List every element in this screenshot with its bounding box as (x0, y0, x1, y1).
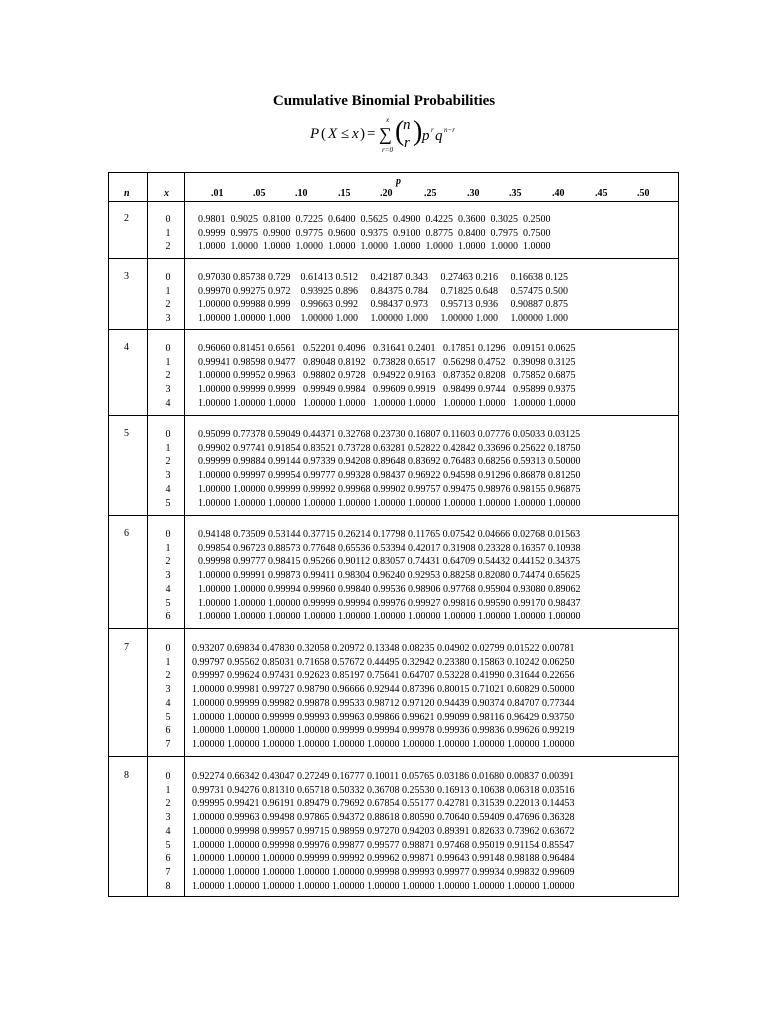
table-row: 0.99998 0.99777 0.98415 0.95266 0.90112 0.83057 0.74431 0.64709 0.54432 0.44152 0.34375 (198, 556, 581, 568)
x-value: 0 (165, 643, 171, 654)
table-row: 1.00000 1.00000 1.0000 1.00000 1.0000 1.00000 1.0000 1.00000 1.0000 1.00000 1.0000 (198, 397, 576, 409)
column-header: .05 (253, 188, 266, 199)
column-header: .01 (211, 188, 224, 199)
x-value: 3 (165, 812, 171, 824)
table-row: 0.9999 0.9975 0.9900 0.9775 0.9600 0.9375 0.9100 0.8775 0.8400 0.7975 0.7500 (198, 227, 551, 239)
x-value: 0 (165, 529, 171, 540)
x-value: 3 (165, 384, 171, 396)
x-value: 1 (165, 784, 171, 796)
table-row: 0.99797 0.95562 0.85031 0.71658 0.57672 0.44495 0.32942 0.23380 0.15863 0.10242 0.06250 (192, 656, 575, 668)
svg-text:): ) (413, 116, 423, 147)
table-row: 1.0000 1.0000 1.0000 1.0000 1.0000 1.0000 1.0000 1.0000 1.0000 1.0000 1.0000 (198, 241, 551, 253)
table-row: 1.00000 0.99997 0.99954 0.99777 0.99328 0.98437 0.96922 0.94598 0.91296 0.86878 0.81250 (198, 470, 581, 482)
x-value: 4 (165, 483, 171, 495)
column-header: .50 (637, 188, 650, 199)
svg-text:x: x (352, 126, 359, 142)
table-row: 1.00000 1.00000 1.00000 1.00000 1.00000 1.00000 1.00000 1.00000 1.00000 1.00000 1.00000 (198, 497, 581, 509)
table-row: 0.97030 0.85738 0.729 0.61413 0.512 0.42187 0.343 0.27463 0.216 0.16638 0.125 (198, 272, 568, 283)
svg-text:∑: ∑ (379, 124, 392, 144)
table-row: 0.99731 0.94276 0.81310 0.65718 0.50332 0.36708 0.25530 0.16913 0.10638 0.06318 0.03516 (192, 784, 575, 796)
n-value: 8 (124, 770, 129, 781)
header-divider (108, 201, 679, 202)
table-row: 0.99854 0.96723 0.88573 0.77648 0.65536 0.53394 0.42017 0.31908 0.23328 0.16357 0.10938 (198, 542, 581, 554)
x-value: 3 (165, 470, 171, 482)
column-header: .15 (338, 188, 351, 199)
n-value: 7 (124, 642, 129, 653)
x-value: 4 (165, 697, 171, 709)
column-divider-x (184, 172, 185, 897)
svg-text:q: q (435, 128, 443, 144)
x-value: 4 (165, 583, 171, 595)
svg-text:(: ( (321, 126, 326, 142)
table-row: 1.00000 1.00000 0.99999 0.99993 0.99963 0.99866 0.99621 0.99099 0.98116 0.96429 0.93750 (192, 711, 575, 723)
table-row: 1.00000 0.99988 0.999 0.99663 0.992 0.98437 0.973 0.95713 0.936 0.90887 0.875 (198, 299, 568, 311)
svg-text:): ) (360, 126, 365, 142)
x-value: 1 (165, 356, 171, 368)
x-value: 0 (165, 343, 171, 354)
table-row: 1.00000 0.99999 0.99982 0.99878 0.99533 0.98712 0.97120 0.94439 0.90374 0.84707 0.77344 (192, 697, 575, 709)
table-row: 0.99999 0.99884 0.99144 0.97339 0.94208 0.89648 0.83692 0.76483 0.68256 0.59313 0.50000 (198, 456, 581, 468)
table-row: 1.00000 1.00000 0.99998 0.99976 0.99877 0.99577 0.98871 0.97468 0.95019 0.91154 0.85547 (192, 839, 575, 851)
table-row: 1.00000 1.00000 1.00000 1.00000 1.00000 1.00000 1.00000 1.00000 1.00000 1.00000 1.00000 (198, 611, 581, 623)
column-header: .45 (595, 188, 608, 199)
x-value: 0 (165, 771, 171, 782)
column-header: .35 (509, 188, 522, 199)
table-row: 0.94148 0.73509 0.53144 0.37715 0.26214 0.17798 0.11765 0.07542 0.04666 0.02768 0.01563 (198, 529, 581, 540)
block-divider (108, 515, 679, 516)
x-value: 2 (165, 556, 171, 568)
table-row: 0.99997 0.99624 0.97431 0.92623 0.85197 0.75641 0.64707 0.53228 0.41990 0.31644 0.22656 (192, 670, 575, 682)
table-row: 1.00000 0.99952 0.9963 0.98802 0.9728 0.94922 0.9163 0.87352 0.8208 0.75852 0.6875 (198, 370, 576, 382)
table-row: 1.00000 1.00000 1.000 1.00000 1.000 1.00000 1.000 1.00000 1.000 1.00000 1.000 (198, 313, 568, 325)
table-row: 1.00000 1.00000 1.00000 1.00000 1.00000 0.99998 0.99993 0.99977 0.99934 0.99832 0.99609 (192, 866, 575, 878)
column-header: .40 (552, 188, 565, 199)
table-row: 1.00000 0.99963 0.99498 0.97865 0.94372 0.88618 0.80590 0.70640 0.59409 0.47696 0.36328 (192, 812, 575, 824)
table-row: 1.00000 1.00000 1.00000 1.00000 1.00000 1.00000 1.00000 1.00000 1.00000 1.00000 1.00000 (192, 738, 575, 750)
table-row: 1.00000 1.00000 0.99994 0.99960 0.99840 0.99536 0.98906 0.97768 0.95904 0.93080 0.89062 (198, 583, 581, 595)
x-value: 7 (165, 866, 171, 878)
column-header: .20 (380, 188, 393, 199)
x-value: 1 (165, 227, 171, 239)
column-header: .10 (295, 188, 308, 199)
table-row: 0.99995 0.99421 0.96191 0.89479 0.79692 0.67854 0.55177 0.42781 0.31539 0.22013 0.14453 (192, 798, 575, 810)
svg-text:P: P (310, 126, 320, 142)
n-value: 3 (124, 271, 129, 282)
svg-text:n: n (403, 117, 411, 133)
x-value: 5 (165, 711, 171, 723)
block-divider (108, 258, 679, 259)
x-value: 3 (165, 313, 171, 325)
x-value: 2 (165, 299, 171, 311)
x-value: 6 (165, 611, 171, 623)
x-value: 7 (165, 738, 171, 750)
x-header: x (164, 188, 169, 199)
table-row: 1.00000 1.00000 0.99999 0.99992 0.99968 0.99902 0.99757 0.99475 0.98976 0.98155 0.96875 (198, 483, 581, 495)
table-row: 0.99941 0.98598 0.9477 0.89048 0.8192 0.73828 0.6517 0.56298 0.4752 0.39098 0.3125 (198, 356, 576, 368)
svg-text:p: p (422, 128, 430, 144)
svg-text:n−r: n−r (444, 126, 455, 134)
table-row: 1.00000 1.00000 1.00000 0.99999 0.99994 0.99976 0.99927 0.99816 0.99590 0.99170 0.98437 (198, 597, 581, 609)
table-row: 1.00000 0.99998 0.99957 0.99715 0.98959 0.97270 0.94203 0.89391 0.82633 0.73962 0.63672 (192, 825, 575, 837)
svg-text:r: r (404, 135, 410, 151)
x-value: 1 (165, 656, 171, 668)
x-value: 6 (165, 853, 171, 865)
p-header: p (396, 176, 401, 187)
x-value: 5 (165, 597, 171, 609)
x-value: 2 (165, 370, 171, 382)
x-value: 5 (165, 497, 171, 509)
block-divider (108, 329, 679, 330)
svg-text:r=0: r=0 (382, 146, 393, 154)
block-divider (108, 756, 679, 757)
table-row: 0.93207 0.69834 0.47830 0.32058 0.20972 0.13348 0.08235 0.04902 0.02799 0.01522 0.00781 (192, 643, 575, 654)
x-value: 0 (165, 272, 171, 283)
x-value: 1 (165, 542, 171, 554)
n-value: 6 (124, 528, 129, 539)
x-value: 4 (165, 397, 171, 409)
table-row: 1.00000 0.99999 0.9999 0.99949 0.9984 0.99609 0.9919 0.98499 0.9744 0.95899 0.9375 (198, 384, 576, 396)
n-header: n (124, 188, 130, 199)
x-value: 3 (165, 684, 171, 696)
x-value: 1 (165, 442, 171, 454)
column-divider-n (147, 172, 148, 897)
table-row: 0.92274 0.66342 0.43047 0.27249 0.16777 0.10011 0.05765 0.03186 0.01680 0.00837 0.00391 (192, 771, 575, 782)
x-value: 5 (165, 839, 171, 851)
block-divider (108, 415, 679, 416)
x-value: 2 (165, 798, 171, 810)
table-row: 1.00000 1.00000 1.00000 1.00000 1.00000 1.00000 1.00000 1.00000 1.00000 1.00000 1.00000 (192, 880, 575, 892)
page-title: Cumulative Binomial Probabilities (272, 93, 496, 109)
n-value: 5 (124, 428, 129, 439)
table-row: 0.95099 0.77378 0.59049 0.44371 0.32768 0.23730 0.16807 0.11603 0.07776 0.05033 0.03125 (198, 429, 581, 440)
x-value: 3 (165, 570, 171, 582)
x-value: 0 (165, 214, 171, 225)
x-value: 2 (165, 241, 171, 253)
table-row: 0.99970 0.99275 0.972 0.93925 0.896 0.84375 0.784 0.71825 0.648 0.57475 0.500 (198, 285, 568, 297)
x-value: 6 (165, 725, 171, 737)
table-row: 1.00000 1.00000 1.00000 1.00000 0.99999 0.99994 0.99978 0.99936 0.99836 0.99626 0.99219 (192, 725, 575, 737)
x-value: 0 (165, 429, 171, 440)
table-row: 0.96060 0.81451 0.6561 0.52201 0.4096 0.31641 0.2401 0.17851 0.1296 0.09151 0.0625 (198, 343, 576, 354)
block-divider (108, 628, 679, 629)
table-row: 1.00000 0.99981 0.99727 0.98790 0.96666 0.92944 0.87396 0.80015 0.71021 0.60829 0.50000 (192, 684, 575, 696)
n-value: 4 (124, 342, 129, 353)
x-value: 4 (165, 825, 171, 837)
column-header: .25 (424, 188, 437, 199)
column-header: .30 (467, 188, 480, 199)
x-value: 1 (165, 285, 171, 297)
table-row: 0.99902 0.97741 0.91854 0.83521 0.73728 0.63281 0.52822 0.42842 0.33696 0.25622 0.18750 (198, 442, 581, 454)
x-value: 8 (165, 880, 171, 892)
svg-text:(: ( (395, 116, 405, 147)
table-row: 1.00000 0.99991 0.99873 0.99411 0.98304 0.96240 0.92953 0.88258 0.82080 0.74474 0.65625 (198, 570, 581, 582)
x-value: 2 (165, 456, 171, 468)
binomial-formula (300, 116, 500, 156)
svg-text:r: r (431, 126, 434, 134)
table-row: 0.9801 0.9025 0.8100 0.7225 0.6400 0.5625 0.4900 0.4225 0.3600 0.3025 0.2500 (198, 214, 551, 225)
svg-text:x: x (386, 116, 390, 124)
svg-text:=: = (367, 126, 376, 142)
svg-text:≤: ≤ (341, 126, 350, 142)
x-value: 2 (165, 670, 171, 682)
svg-text:X: X (328, 126, 338, 142)
table-row: 1.00000 1.00000 1.00000 0.99999 0.99992 0.99962 0.99871 0.99643 0.99148 0.98188 0.96484 (192, 853, 575, 865)
n-value: 2 (124, 213, 129, 224)
